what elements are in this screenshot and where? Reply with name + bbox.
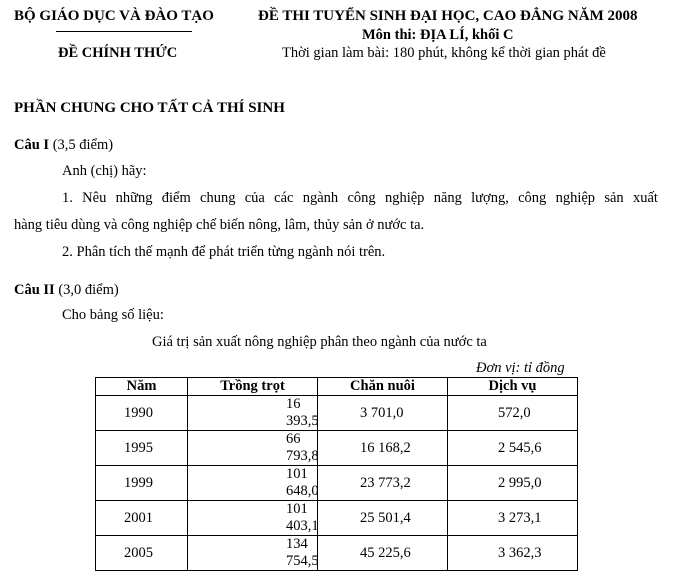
item1-word: xuất xyxy=(632,190,658,206)
item1-word: những xyxy=(115,190,153,206)
table-row xyxy=(96,466,578,501)
question1-intro: Anh (chị) hãy: xyxy=(62,163,147,179)
exam-title: ĐỀ THI TUYỂN SINH ĐẠI HỌC, CAO ĐẲNG NĂM 2008 xyxy=(258,8,638,24)
question1-item1-line2: hàng tiêu dùng và công nghiệp chế biến nông, lâm, thủy sản ở nước ta. xyxy=(14,217,425,233)
item1-word: nghiệp xyxy=(555,190,596,206)
item1-word: điểm xyxy=(161,190,191,206)
item1-word: Nêu xyxy=(82,190,107,206)
question1-heading xyxy=(14,137,113,154)
question1-item2: 2. Phân tích thế mạnh để phát triển từng ngành nói trên. xyxy=(62,244,386,260)
ministry-name: BỘ GIÁO DỤC VÀ ĐÀO TẠO xyxy=(14,8,214,24)
table-cell: 1999 xyxy=(96,466,188,501)
table-cell: 1990 xyxy=(96,396,188,431)
table-header-cell: Năm xyxy=(96,378,188,396)
ministry-underline xyxy=(56,31,192,32)
exam-subject: Môn thi: ĐỊA LÍ, khối C xyxy=(362,27,514,43)
question1-item1-line1 xyxy=(62,190,658,207)
table-cell: 3 701,0 xyxy=(318,396,448,431)
item1-word: ngành xyxy=(302,190,339,206)
table-row xyxy=(96,536,578,571)
table-cell: 2 995,0 xyxy=(448,466,578,501)
table-row xyxy=(96,396,578,431)
table-cell: 101 648,0 xyxy=(188,466,318,501)
production-table xyxy=(95,377,578,571)
table-cell: 25 501,4 xyxy=(318,501,448,536)
item1-word: các xyxy=(274,190,294,206)
table-cell: 2 545,6 xyxy=(448,431,578,466)
item1-word: năng xyxy=(433,190,462,206)
question1-points: (3,5 điểm) xyxy=(52,137,114,153)
table-header-row xyxy=(96,378,578,396)
item1-word: nghiệp xyxy=(384,190,425,206)
question2-intro: Cho bảng số liệu: xyxy=(62,307,164,323)
table-cell: 3 273,1 xyxy=(448,501,578,536)
item1-word: sản xyxy=(604,190,624,206)
table-cell: 66 793,8 xyxy=(188,431,318,466)
table-cell: 16 393,5 xyxy=(188,396,318,431)
table-cell: 101 403,1 xyxy=(188,501,318,536)
table-header-cell: Chăn nuôi xyxy=(318,378,448,396)
table-cell: 2005 xyxy=(96,536,188,571)
table-row xyxy=(96,431,578,466)
table-unit: Đơn vị: tỉ đồng xyxy=(476,360,565,376)
table-title: Giá trị sản xuất nông nghiệp phân theo ngành của nước ta xyxy=(152,334,487,350)
item1-word: của xyxy=(244,190,265,206)
question2-points: (3,0 điểm) xyxy=(58,282,119,298)
question2-label: Câu II xyxy=(14,282,55,298)
table-cell: 1995 xyxy=(96,431,188,466)
item1-word: công xyxy=(347,190,376,206)
table-cell: 572,0 xyxy=(448,396,578,431)
item1-word: 1. xyxy=(62,190,73,206)
table-row xyxy=(96,501,578,536)
table-cell: 45 225,6 xyxy=(318,536,448,571)
question1-label: Câu I xyxy=(14,137,50,153)
table-cell: 23 773,2 xyxy=(318,466,448,501)
table-header-cell: Dịch vụ xyxy=(448,378,578,396)
exam-time: Thời gian làm bài: 180 phút, không kể thời gian phát đề xyxy=(282,45,606,61)
item1-word: lượng, xyxy=(471,190,509,206)
table-cell: 2001 xyxy=(96,501,188,536)
table-body xyxy=(96,396,578,571)
item1-word: chung xyxy=(200,190,236,206)
question2-heading xyxy=(14,282,119,299)
official-label: ĐỀ CHÍNH THỨC xyxy=(58,45,178,61)
table-cell: 134 754,5 xyxy=(188,536,318,571)
table-header-cell: Trồng trọt xyxy=(188,378,318,396)
item1-word: công xyxy=(518,190,547,206)
table-cell: 3 362,3 xyxy=(448,536,578,571)
table-cell: 16 168,2 xyxy=(318,431,448,466)
section-title: PHẦN CHUNG CHO TẤT CẢ THÍ SINH xyxy=(14,100,285,116)
